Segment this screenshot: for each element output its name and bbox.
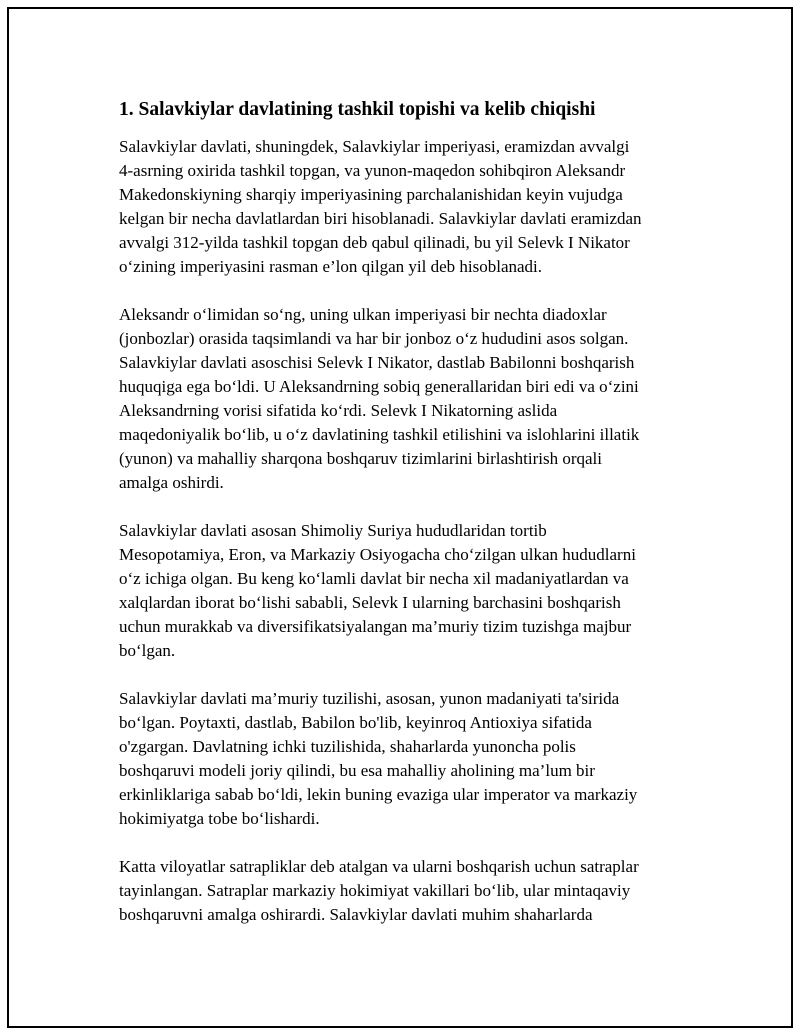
paragraph-line: Salavkiylar davlati ma’muriy tuzilishi, asosan, yunon madaniyati ta'sirida [119,689,620,708]
paragraph [119,687,699,831]
paragraph-line: Salavkiylar davlati asoschisi Selevk I Nikator, dastlab Babilonni boshqarish [119,353,635,372]
paragraph-line: erkinliklariga sabab bo‘ldi, lekin buning evaziga ular imperator va markaziy [119,785,638,804]
paragraph-line: (yunon) va mahalliy sharqona boshqaruv tizimlarini birlashtirish orqali [119,449,602,468]
document-body [119,97,699,951]
paragraph [119,855,699,927]
paragraph-line: hokimiyatga tobe bo‘lishardi. [119,809,320,828]
paragraph-line: avvalgi 312-yilda tashkil topgan deb qabul qilinadi, bu yil Selevk I Nikator [119,233,630,252]
paragraph-line: Salavkiylar davlati asosan Shimoliy Suriya hududlaridan tortib [119,521,547,540]
paragraph-line: o‘zining imperiyasini rasman e’lon qilgan yil deb hisoblanadi. [119,257,543,276]
document-page [7,7,793,1028]
paragraph-line: huquqiga ega bo‘ldi. U Aleksandrning sobiq generallaridan biri edi va o‘zini [119,377,639,396]
paragraph [119,519,699,663]
paragraph-line: o'zgargan. Davlatning ichki tuzilishida, shaharlarda yunoncha polis [119,737,576,756]
paragraph-line: Katta viloyatlar satrapliklar deb atalgan va ularni boshqarish uchun satraplar [119,857,639,876]
paragraph-line: uchun murakkab va diversifikatsiyalangan ma’muriy tizim tuzishga majbur [119,617,632,636]
paragraph-line: boshqaruvi modeli joriy qilindi, bu esa mahalliy aholining ma’lum bir [119,761,595,780]
paragraph-line: Makedonskiyning sharqiy imperiyasining parchalanishidan keyin vujudga [119,185,623,204]
paragraph-line: 4-asrning oxirida tashkil topgan, va yunon-maqedon sohibqiron Aleksandr [119,161,626,180]
paragraph-line: bo‘lgan. [119,641,176,660]
paragraph-list [119,135,699,927]
paragraph-line: Salavkiylar davlati, shuningdek, Salavkiylar imperiyasi, eramizdan avvalgi [119,137,630,156]
paragraph-line: xalqlardan iborat bo‘lishi sababli, Selevk I ularning barchasini boshqarish [119,593,621,612]
paragraph-line: maqedoniyalik bo‘lib, u o‘z davlatining tashkil etilishini va islohlarini illatik [119,425,640,444]
paragraph-line: Aleksandr o‘limidan so‘ng, uning ulkan imperiyasi bir nechta diadoxlar [119,305,607,324]
paragraph-line: o‘z ichiga olgan. Bu keng ko‘lamli davlat bir necha xil madaniyatlardan va [119,569,629,588]
paragraph-line: Mesopotamiya, Eron, va Markaziy Osiyogacha cho‘zilgan ulkan hududlarni [119,545,636,564]
section-heading: 1. Salavkiylar davlatining tashkil topishi va kelib chiqishi [119,99,596,120]
paragraph-line: (jonbozlar) orasida taqsimlandi va har bir jonboz o‘z hududini asos solgan. [119,329,629,348]
paragraph-line: bo‘lgan. Poytaxti, dastlab, Babilon bo'lib, keyinroq Antioxiya sifatida [119,713,592,732]
paragraph-line: kelgan bir necha davlatlardan biri hisoblanadi. Salavkiylar davlati eramizdan [119,209,642,228]
paragraph-line: boshqaruvni amalga oshirardi. Salavkiylar davlati muhim shaharlarda [119,905,593,924]
paragraph [119,303,699,495]
paragraph [119,135,699,279]
paragraph-line: tayinlangan. Satraplar markaziy hokimiyat vakillari bo‘lib, ular mintaqaviy [119,881,631,900]
paragraph-line: amalga oshirdi. [119,473,224,492]
paragraph-line: Aleksandrning vorisi sifatida ko‘rdi. Selevk I Nikatorning aslida [119,401,558,420]
